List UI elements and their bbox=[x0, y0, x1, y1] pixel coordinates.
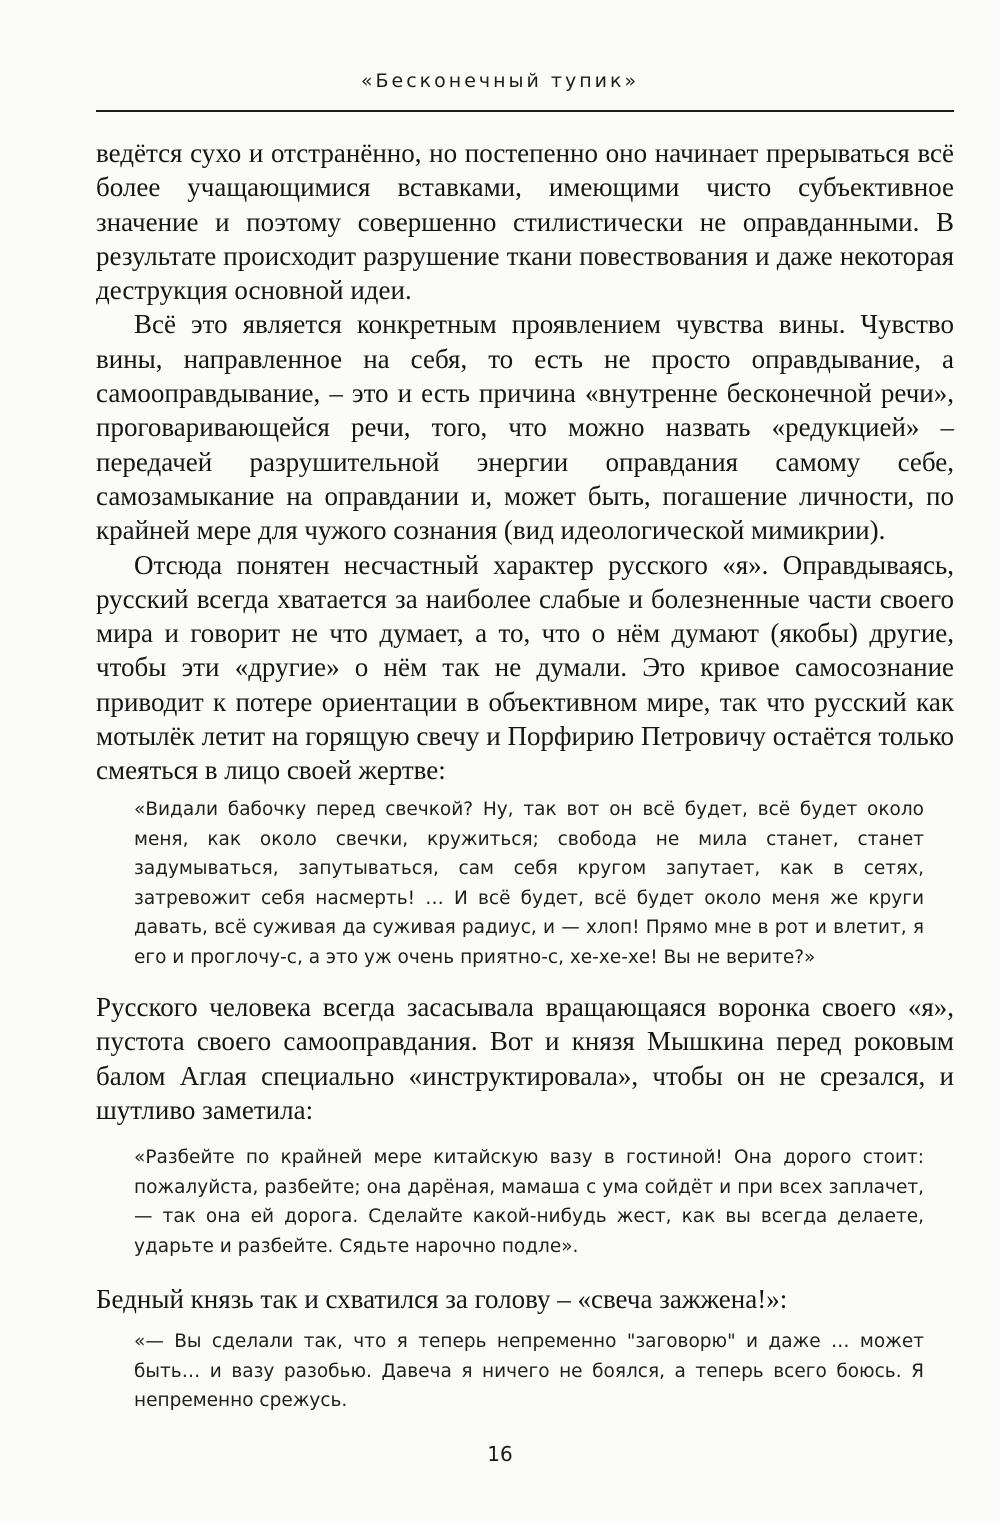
paragraph-prince: Бедный князь так и схватился за голову – «свеча зажжена!»: bbox=[96, 1284, 788, 1314]
paragraph-guilt: Всё это является конкретным проявлением чувства вины. Чувство вины, направленное на себя, то есть не просто оправдывание, а самооправдывание, – это и есть причина «внутренне бесконечной речи», проговаривающейся речи, того, что можно назвать «редукцией» – передачей разрушительной энергии оправдания самому себе, самозамыкание на оправдании и, может быть, погашение личности, по крайней мере для чужого сознания (вид идеологической мимикрии). bbox=[96, 309, 954, 546]
quote-text: «Разбейте по крайней мере китайскую вазу в гостиной! Она дорого стоит: пожалуйста, разбейте; она дарёная, мамаша с ума сойдёт и при всех заплачет, — так она ей дорога. Сделайте какой-нибудь жест, как вы всегда делаете, ударьте и разбейте. Сядьте нарочно подле». bbox=[134, 1147, 924, 1257]
running-title: «Бесконечный тупик» bbox=[360, 70, 640, 92]
paragraph-myshkin: Русского человека всегда засасывала вращающаяся воронка своего «я», пустота своего самооправдания. Вот и князя Мышкина перед роковым балом Аглая специально «инструктировала», чтобы он не срезался, и шутливо заметила: bbox=[96, 992, 954, 1125]
paragraph-russian-self: Отсюда понятен несчастный характер русского «я». Оправдываясь, русский всегда хватается за наиболее слабые и болезненные части своего мира и говорит не что думает, а то, что о нём думают (якобы) другие, чтобы эти «другие» о нём так не думали. Это кривое самосознание приводит к потере ориентации в объективном мире, так что русский как мотылёк летит на горящую свечу и Порфирию Петровичу остаётся только смеяться в лицо своей жертве: bbox=[96, 549, 954, 786]
quote-text: «Видали бабочку перед свечкой? Ну, так вот он всё будет, всё будет около меня, как около свечки, кружиться; свобода не мила станет, станет задумываться, запутываться, сам себя кругом запутает, как в сетях, затревожит себя насмерть! … И всё будет, всё будет около меня же круги давать, всё суживая да суживая радиус, и — хлоп! Прямо мне в рот и влетит, я его и проглочу-с, а это уж очень приятно-с, хе-хе-хе! Вы не верите?» bbox=[134, 799, 924, 968]
quote-porfiry bbox=[134, 795, 924, 972]
body-block-2 bbox=[96, 990, 954, 1127]
header-rule bbox=[96, 110, 954, 112]
quote-text: «— Вы сделали так, что я теперь непременно "заговорю" и даже … может быть… и вазу разобью. Давеча я ничего не боялся, а теперь всего боюсь. Я непременно срежусь. bbox=[134, 1331, 924, 1411]
page-number: 16 bbox=[487, 1442, 513, 1466]
body-block-3 bbox=[96, 1282, 954, 1316]
paragraph-continuation: ведётся сухо и отстранённо, но постепенно оно начинает прерываться всё более учащающимися вставками, имеющими чисто субъективное значение и поэтому совершенно стилистически не оправданными. В результате происходит разрушение ткани повествования и даже некоторая деструкция основной идеи. bbox=[96, 138, 954, 306]
quote-myshkin bbox=[134, 1327, 924, 1416]
body-block-1 bbox=[96, 136, 954, 788]
quote-aglaya bbox=[134, 1143, 924, 1261]
